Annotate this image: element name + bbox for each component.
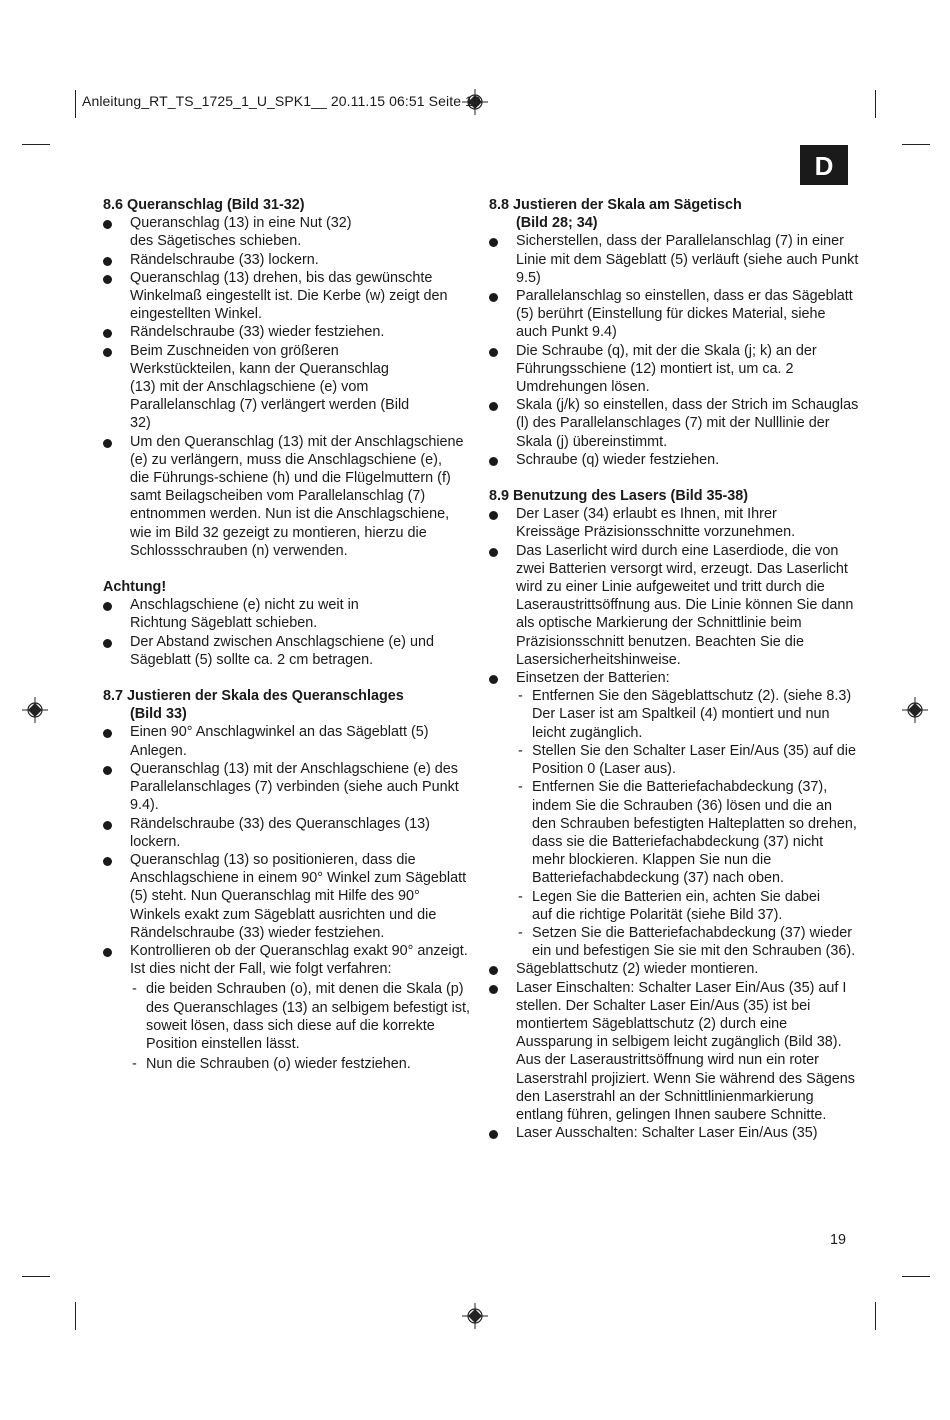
heading-line: 8.8 Justieren der Skala am Sägetisch (489, 197, 742, 213)
list-item: Queranschlag (13) in eine Nut (32) des Sägetisches schieben. (103, 214, 375, 250)
list-item: Kontrollieren ob der Queranschlag exakt 90° anzeigt. Ist dies nicht der Fall, wie folgt verfahren: (103, 942, 473, 978)
crop-mark-left-top (22, 144, 50, 145)
registration-mark-right-icon (902, 697, 928, 723)
list-item: Queranschlag (13) mit der Anschlagschiene (e) des Parallelanschlages (7) verbinden (siehe auch Punkt 9.4). (103, 760, 473, 815)
list-item: Einen 90° Anschlagwinkel an das Sägeblatt (5) Anlegen. (103, 723, 473, 759)
list-item: Die Schraube (q), mit der die Skala (j; k) an der Führungsschiene (12) montiert ist, um ca. 2 Umdrehungen lösen. (489, 342, 859, 397)
sub-list-item: - die beiden Schrauben (o), mit denen die Skala (p) des Queranschlages (13) an selbigem befestigt ist, soweit lösen, dass sich diese auf die korrekte Position einstellen lässt. (103, 980, 473, 1053)
crop-mark-bottom-left (75, 1302, 76, 1330)
language-badge: D (800, 145, 848, 185)
list-item: Laser Einschalten: Schalter Laser Ein/Aus (35) auf I stellen. Der Schalter Laser Ein/Aus (35) ist bei montiertem Sägeblattschutz (2) durch eine Aussparung in selbigem leicht zugänglich (Bild 38). Aus der Laseraustrittsöffnung wird nun ein roter Laserstrahl projiziert. Wenn Sie während des Sägens den Laserstrahl an der Schnittlinienmarkierung entlang führen, gelingen Ihnen saubere Schnitte. (489, 979, 859, 1125)
crop-mark-top-right (875, 90, 876, 118)
section-heading-8-6: 8.6 Queranschlag (Bild 31-32) (103, 197, 305, 213)
heading-line: 8.7 Justieren der Skala des Queranschlages (103, 688, 404, 705)
list-item: Laser Ausschalten: Schalter Laser Ein/Aus (35) (489, 1124, 859, 1142)
crop-mark-right-top (902, 144, 930, 145)
left-column (103, 196, 473, 1073)
crop-mark-bottom-right (875, 1302, 876, 1330)
section-heading-achtung: Achtung! (103, 579, 167, 596)
list-item: Sicherstellen, dass der Parallelanschlag (7) in einer Linie mit dem Sägeblatt (5) verläuft (siehe auch Punkt 9.5) (489, 232, 859, 287)
list-item: Skala (j/k) so einstellen, dass der Strich im Schauglas (l) des Parallelanschlages (7) mit der Nulllinie der Skala (j) übereinstimmt. (489, 396, 859, 451)
list-item: Rändelschraube (33) wieder festziehen. (103, 323, 473, 341)
heading-line: (Bild 28; 34) (516, 215, 598, 232)
sub-list-item: - Entfernen Sie die Batteriefachabdeckung (37), indem Sie die Schrauben (36) lösen und die an den Schrauben befestigten Halteplatten so drehen, dass sie die Batteriefachabdeckung (37) nicht mehr blockieren. Klappen Sie nun die Batteriefachabdeckung (37) nach oben. (489, 778, 859, 887)
sub-list-item: - Setzen Sie die Batteriefachabdeckung (37) wieder ein und befestigen Sie sie mit den Schrauben (36). (489, 924, 859, 960)
list-item: Der Abstand zwischen Anschlagschiene (e) und Sägeblatt (5) sollte ca. 2 cm betragen. (103, 633, 435, 669)
heading-line: (Bild 33) (130, 706, 187, 723)
list-item: Um den Queranschlag (13) mit der Anschlagschiene (e) zu verlängern, muss die Anschlagschiene (e), die Führungs-schiene (h) und die Flügelmuttern (f) samt Beilagscheiben vom Parallelanschlag (7) entnommen werden. Nun ist die Anschlagschiene, wie im Bild 32 gezeigt zu montieren, hierzu die Schlossschrauben (n) verwenden. (103, 433, 465, 560)
registration-mark-left-icon (22, 697, 48, 723)
crop-mark-left-bottom (22, 1276, 50, 1277)
list-item: Das Laserlicht wird durch eine Laserdiode, die von zwei Batterien versorgt wird, erzeugt. Das Laserlicht wird zu einer Linie aufgeweitet und tritt durch die Laseraustrittsöffnung aus. Die Linie können Sie dann als optische Markierung der Schnittlinie beim Präzisionsschnitt benutzen. Beachten Sie die Lasersicherheitshinweise. (489, 542, 859, 669)
right-column (489, 196, 859, 1142)
sub-list-item: - Stellen Sie den Schalter Laser Ein/Aus (35) auf die Position 0 (Laser aus). (489, 742, 859, 778)
list-item: Anschlagschiene (e) nicht zu weit in Richtung Sägeblatt schieben. (103, 596, 405, 632)
crop-mark-top-left (75, 90, 76, 118)
crop-mark-right-bottom (902, 1276, 930, 1277)
list-item: Rändelschraube (33) lockern. (103, 251, 473, 269)
list-item: Queranschlag (13) so positionieren, dass die Anschlagschiene in einem 90° Winkel zum Sägeblatt (5) steht. Nun Queranschlag mit Hilfe des 90° Winkels exakt zum Sägeblatt ausrichten und die Rändelschraube (33) wieder festziehen. (103, 851, 473, 942)
page-number: 19 (830, 1232, 847, 1248)
list-item: Schraube (q) wieder festziehen. (489, 451, 859, 469)
list-item: Einsetzen der Batterien: (489, 669, 859, 687)
list-item: Beim Zuschneiden von größeren Werkstückteilen, kann der Queranschlag (13) mit der Anschlagschiene (e) vom Parallelanschlag (7) verlängert werden (Bild 32) (103, 342, 410, 433)
list-item: Parallelanschlag so einstellen, dass er das Sägeblatt (5) berührt (Einstellung für dickes Material, siehe auch Punkt 9.4) (489, 287, 859, 342)
list-item: Rändelschraube (33) des Queranschlages (13) lockern. (103, 815, 473, 851)
sub-list-item: - Entfernen Sie den Sägeblattschutz (2). (siehe 8.3) Der Laser ist am Spaltkeil (4) montiert und nun leicht zugänglich. (489, 687, 859, 742)
print-slug: Anleitung_RT_TS_1725_1_U_SPK1__ 20.11.15 06:51 Seite 19 (82, 93, 481, 109)
list-item: Queranschlag (13) drehen, bis das gewünschte Winkelmaß eingestellt ist. Die Kerbe (w) zeigt den eingestellten Winkel. (103, 269, 473, 324)
list-item: Der Laser (34) erlaubt es Ihnen, mit Ihrer Kreissäge Präzisionsschnitte vorzunehmen. (489, 505, 831, 541)
sub-list-item: - Legen Sie die Batterien ein, achten Sie dabei auf die richtige Polarität (siehe Bild 37). (489, 888, 822, 924)
registration-mark-bottom-icon (462, 1303, 488, 1329)
section-heading-8-9: 8.9 Benutzung des Lasers (Bild 35-38) (489, 488, 749, 505)
section-heading-8-7 (103, 687, 473, 723)
section-heading-8-8 (489, 196, 859, 232)
sub-list-item: - Nun die Schrauben (o) wieder festziehen. (103, 1055, 473, 1073)
list-item: Sägeblattschutz (2) wieder montieren. (489, 960, 859, 978)
